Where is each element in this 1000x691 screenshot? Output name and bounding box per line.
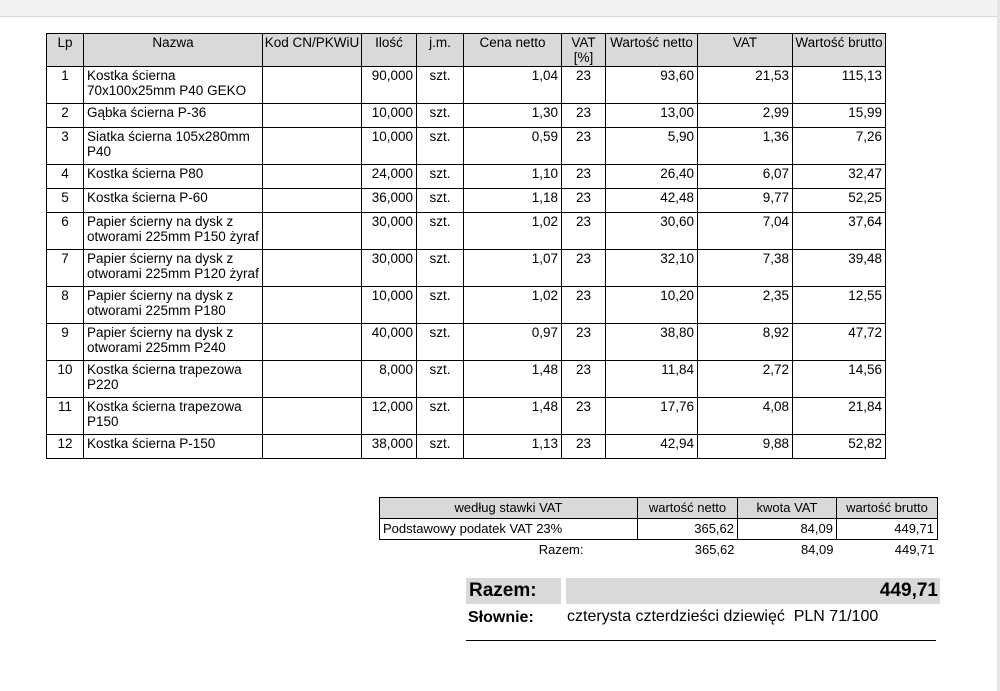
- row-vat-amount: 9,88: [698, 435, 793, 459]
- row-lp: 12: [47, 435, 84, 459]
- vat-sum-label: Razem:: [538, 542, 584, 557]
- row-name-line1: Papier ścierny na dysk z: [87, 214, 234, 229]
- row-unit: szt.: [417, 213, 464, 250]
- row-gross-value: 52,82: [793, 435, 886, 459]
- header-net-value: Wartość netto: [606, 34, 698, 67]
- vat-summary-total-row: [380, 540, 938, 561]
- row-unit: szt.: [417, 250, 464, 287]
- row-lp: 2: [47, 104, 84, 128]
- row-vat-rate: 23: [562, 361, 606, 398]
- row-lp: 8: [47, 287, 84, 324]
- row-name: [84, 128, 263, 165]
- row-net-value: 13,00: [606, 104, 698, 128]
- header-vat-amount: VAT: [698, 34, 793, 67]
- row-name: [84, 435, 263, 459]
- table-row: [47, 287, 886, 324]
- row-lp: 4: [47, 165, 84, 189]
- vat-summary-table: [379, 497, 938, 560]
- row-vat-rate: 23: [562, 250, 606, 287]
- row-name-line2: P150: [87, 414, 119, 429]
- row-net-price: 1,04: [464, 67, 562, 104]
- row-vat-rate: 23: [562, 67, 606, 104]
- row-net-price: 1,48: [464, 398, 562, 435]
- row-gross-value: 32,47: [793, 165, 886, 189]
- row-net-price: 1,07: [464, 250, 562, 287]
- row-code: [263, 250, 362, 287]
- table-row: [47, 213, 886, 250]
- row-name-line2: P220: [87, 377, 119, 392]
- row-code: [263, 104, 362, 128]
- row-lp: 1: [47, 67, 84, 104]
- row-net-price: 0,59: [464, 128, 562, 165]
- row-gross-value: 12,55: [793, 287, 886, 324]
- row-unit: szt.: [417, 67, 464, 104]
- row-qty: 8,000: [362, 361, 417, 398]
- row-unit: szt.: [417, 165, 464, 189]
- row-code: [263, 287, 362, 324]
- table-row: [47, 67, 886, 104]
- vat-row-net: 365,62: [638, 519, 738, 540]
- table-row: [47, 165, 886, 189]
- row-qty: 36,000: [362, 189, 417, 213]
- row-net-value: 10,20: [606, 287, 698, 324]
- row-net-value: 5,90: [606, 128, 698, 165]
- vat-sum-net: 365,62: [694, 542, 735, 557]
- vat-header-vat: kwota VAT: [738, 498, 837, 519]
- row-vat-amount: 2,99: [698, 104, 793, 128]
- row-name-line1: Kostka ścierna P-60: [87, 190, 208, 205]
- row-net-value: 38,80: [606, 324, 698, 361]
- row-qty: 12,000: [362, 398, 417, 435]
- table-row: [47, 361, 886, 398]
- row-net-value: 11,84: [606, 361, 698, 398]
- row-vat-amount: 21,53: [698, 67, 793, 104]
- row-net-price: 1,02: [464, 213, 562, 250]
- row-name: [84, 361, 263, 398]
- row-name-line1: Papier ścierny na dysk z: [87, 288, 234, 303]
- row-name: [84, 324, 263, 361]
- row-qty: 90,000: [362, 67, 417, 104]
- row-vat-amount: 7,04: [698, 213, 793, 250]
- row-code: [263, 324, 362, 361]
- row-vat-rate: 23: [562, 213, 606, 250]
- row-vat-rate: 23: [562, 287, 606, 324]
- row-net-price: 1,48: [464, 361, 562, 398]
- row-code: [263, 435, 362, 459]
- row-qty: 38,000: [362, 435, 417, 459]
- row-name-line1: Gąbka ścierna P-36: [87, 105, 207, 120]
- row-net-value: 30,60: [606, 213, 698, 250]
- row-gross-value: 15,99: [793, 104, 886, 128]
- row-unit: szt.: [417, 128, 464, 165]
- signature-divider: [466, 640, 936, 641]
- row-net-value: 42,48: [606, 189, 698, 213]
- row-code: [263, 213, 362, 250]
- row-gross-value: 47,72: [793, 324, 886, 361]
- row-name: [84, 213, 263, 250]
- row-name: [84, 189, 263, 213]
- row-qty: 40,000: [362, 324, 417, 361]
- vat-sum-vat: 84,09: [800, 542, 834, 557]
- vat-sum-gross: 449,71: [894, 542, 935, 557]
- row-code: [263, 398, 362, 435]
- row-name-line2: P40: [87, 144, 112, 159]
- row-net-price: 1,02: [464, 287, 562, 324]
- row-net-price: 1,30: [464, 104, 562, 128]
- row-name-line1: Siatka ścierna 105x280mm: [87, 129, 250, 144]
- row-unit: szt.: [417, 189, 464, 213]
- row-name-line1: Kostka ścierna: [87, 68, 176, 83]
- row-vat-amount: 2,35: [698, 287, 793, 324]
- row-name-line1: Kostka ścierna P-150: [87, 436, 216, 451]
- header-lp: Lp: [47, 34, 84, 67]
- grand-total-value: 449,71: [566, 578, 940, 604]
- table-row: [47, 435, 886, 459]
- row-unit: szt.: [417, 361, 464, 398]
- row-net-price: 0,97: [464, 324, 562, 361]
- header-vat-rate-line2: [%]: [573, 50, 594, 65]
- grand-total: [466, 578, 940, 604]
- row-code: [263, 165, 362, 189]
- row-unit: szt.: [417, 398, 464, 435]
- vat-row-vat: 84,09: [738, 519, 837, 540]
- row-name: [84, 67, 263, 104]
- row-net-price: 1,18: [464, 189, 562, 213]
- row-gross-value: 37,64: [793, 213, 886, 250]
- table-row: [47, 324, 886, 361]
- row-name-line2: otworami 225mm P240: [87, 340, 226, 355]
- row-vat-amount: 2,72: [698, 361, 793, 398]
- row-vat-amount: 4,08: [698, 398, 793, 435]
- row-vat-rate: 23: [562, 104, 606, 128]
- table-row: [47, 398, 886, 435]
- row-gross-value: 21,84: [793, 398, 886, 435]
- header-gross-value: Wartość brutto: [793, 34, 886, 67]
- row-qty: 30,000: [362, 213, 417, 250]
- grand-total-label: Razem:: [466, 578, 561, 604]
- header-net-price: Cena netto: [464, 34, 562, 67]
- row-gross-value: 115,13: [793, 67, 886, 104]
- row-vat-rate: 23: [562, 189, 606, 213]
- header-unit: j.m.: [417, 34, 464, 67]
- vat-header-net: wartość netto: [638, 498, 738, 519]
- row-name-line2: otworami 225mm P180: [87, 303, 226, 318]
- row-lp: 6: [47, 213, 84, 250]
- table-row: [47, 104, 886, 128]
- vat-summary-row: [380, 519, 938, 540]
- row-name: [84, 250, 263, 287]
- row-net-price: 1,10: [464, 165, 562, 189]
- row-name-line1: Kostka ścierna P80: [87, 166, 204, 181]
- row-vat-rate: 23: [562, 128, 606, 165]
- row-gross-value: 52,25: [793, 189, 886, 213]
- row-name: [84, 165, 263, 189]
- row-lp: 10: [47, 361, 84, 398]
- table-row: [47, 128, 886, 165]
- row-name-line2: 70x100x25mm P40 GEKO: [87, 83, 247, 98]
- vat-row-label: Podstawowy podatek VAT 23%: [380, 519, 638, 540]
- row-code: [263, 189, 362, 213]
- row-vat-amount: 7,38: [698, 250, 793, 287]
- row-name-line2: otworami 225mm P150 żyraf: [87, 229, 259, 244]
- amount-in-words-value: czterysta czterdzieści dziewięć PLN 71/100: [567, 608, 879, 625]
- row-lp: 7: [47, 250, 84, 287]
- row-vat-rate: 23: [562, 398, 606, 435]
- row-gross-value: 39,48: [793, 250, 886, 287]
- row-vat-rate: 23: [562, 165, 606, 189]
- page-top-edge: [0, 0, 1000, 17]
- table-row: [47, 189, 886, 213]
- row-qty: 10,000: [362, 104, 417, 128]
- invoice-items-table: [46, 33, 886, 459]
- row-lp: 9: [47, 324, 84, 361]
- row-net-value: 93,60: [606, 67, 698, 104]
- row-lp: 11: [47, 398, 84, 435]
- row-qty: 10,000: [362, 128, 417, 165]
- row-name-line1: Papier ścierny na dysk z: [87, 325, 234, 340]
- row-name-line1: Kostka ścierna trapezowa: [87, 399, 242, 414]
- row-name: [84, 398, 263, 435]
- row-code: [263, 67, 362, 104]
- vat-summary-header-row: [380, 498, 938, 519]
- row-unit: szt.: [417, 324, 464, 361]
- row-qty: 30,000: [362, 250, 417, 287]
- vat-row-gross: 449,71: [837, 519, 938, 540]
- table-row: [47, 250, 886, 287]
- row-net-value: 17,76: [606, 398, 698, 435]
- row-code: [263, 361, 362, 398]
- items-header-row: [47, 34, 886, 67]
- row-lp: 5: [47, 189, 84, 213]
- row-name-line1: Papier ścierny na dysk z: [87, 251, 234, 266]
- row-net-value: 42,94: [606, 435, 698, 459]
- row-vat-amount: 1,36: [698, 128, 793, 165]
- row-vat-amount: 8,92: [698, 324, 793, 361]
- header-name: Nazwa: [84, 34, 263, 67]
- row-net-price: 1,13: [464, 435, 562, 459]
- row-vat-rate: 23: [562, 435, 606, 459]
- row-vat-amount: 6,07: [698, 165, 793, 189]
- row-name: [84, 104, 263, 128]
- row-name-line1: Kostka ścierna trapezowa: [87, 362, 242, 377]
- amount-in-words-label: Słownie:: [468, 609, 534, 626]
- row-unit: szt.: [417, 435, 464, 459]
- row-unit: szt.: [417, 287, 464, 324]
- row-lp: 3: [47, 128, 84, 165]
- row-qty: 10,000: [362, 287, 417, 324]
- row-code: [263, 128, 362, 165]
- header-code: Kod CN/PKWiU: [263, 34, 362, 67]
- header-vat-rate-line1: VAT: [571, 35, 596, 50]
- row-gross-value: 7,26: [793, 128, 886, 165]
- header-qty: Ilość: [362, 34, 417, 67]
- row-vat-amount: 9,77: [698, 189, 793, 213]
- header-vat-rate: [562, 34, 606, 67]
- vat-header-rate: według stawki VAT: [380, 498, 638, 519]
- row-gross-value: 14,56: [793, 361, 886, 398]
- row-vat-rate: 23: [562, 324, 606, 361]
- row-net-value: 26,40: [606, 165, 698, 189]
- row-name-line2: otworami 225mm P120 żyraf: [87, 266, 259, 281]
- row-net-value: 32,10: [606, 250, 698, 287]
- row-name: [84, 287, 263, 324]
- row-qty: 24,000: [362, 165, 417, 189]
- vat-header-gross: wartość brutto: [837, 498, 938, 519]
- row-unit: szt.: [417, 104, 464, 128]
